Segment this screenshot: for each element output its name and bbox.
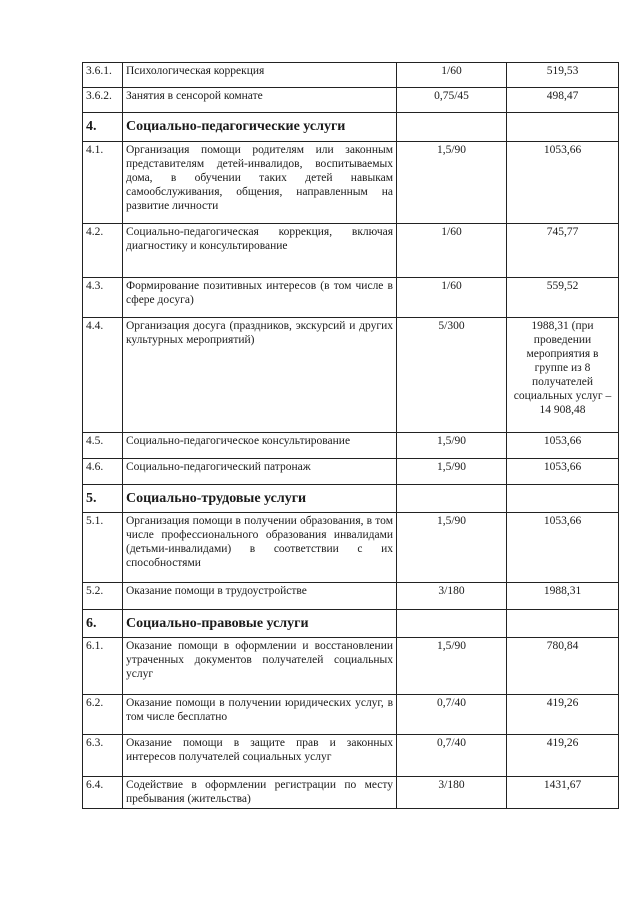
empty-cell [507, 485, 619, 513]
row-number: 3.6.1. [83, 63, 123, 88]
service-name: Организация помощи родителям или законным представителям детей-инвалидов, воспитываемых дома, в обучении таких детей навыкам самообслуживания, общения, направленным на развитие личности [123, 142, 397, 224]
table-row [83, 278, 619, 318]
service-price: 780,84 [507, 638, 619, 695]
section-number: 6. [83, 610, 123, 638]
service-price: 1053,66 [507, 142, 619, 224]
section-header-row [83, 485, 619, 513]
row-number: 5.2. [83, 583, 123, 610]
time-norm: 1,5/90 [397, 459, 507, 485]
service-name: Социально-педагогический патронаж [123, 459, 397, 485]
service-name: Формирование позитивных интересов (в том числе в сфере досуга) [123, 278, 397, 318]
table-row [83, 63, 619, 88]
time-norm: 0,7/40 [397, 695, 507, 735]
service-name: Организация помощи в получении образования, в том числе профессионального образования инвалидами (детьми-инвалидами) в соответствии с их способностями [123, 513, 397, 583]
table-row [83, 88, 619, 113]
service-name: Социально-педагогическая коррекция, включая диагностику и консультирование [123, 224, 397, 278]
service-name: Оказание помощи в получении юридических услуг, в том числе бесплатно [123, 695, 397, 735]
service-name: Содействие в оформлении регистрации по месту пребывания (жительства) [123, 777, 397, 809]
section-title: Социально-правовые услуги [123, 610, 397, 638]
table-row [83, 638, 619, 695]
service-price: 498,47 [507, 88, 619, 113]
table-row [83, 583, 619, 610]
table-row [83, 433, 619, 459]
time-norm: 0,7/40 [397, 735, 507, 777]
row-number: 4.3. [83, 278, 123, 318]
row-number: 4.6. [83, 459, 123, 485]
row-number: 6.3. [83, 735, 123, 777]
section-number: 5. [83, 485, 123, 513]
time-norm: 1,5/90 [397, 433, 507, 459]
section-title: Социально-трудовые услуги [123, 485, 397, 513]
service-price: 1431,67 [507, 777, 619, 809]
row-number: 4.4. [83, 318, 123, 433]
service-name: Оказание помощи в защите прав и законных интересов получателей социальных услуг [123, 735, 397, 777]
empty-cell [507, 610, 619, 638]
empty-cell [397, 610, 507, 638]
service-price: 1988,31 [507, 583, 619, 610]
table-row [83, 735, 619, 777]
service-price: 1053,66 [507, 459, 619, 485]
time-norm: 5/300 [397, 318, 507, 433]
section-header-row [83, 610, 619, 638]
table-row [83, 695, 619, 735]
time-norm: 1/60 [397, 63, 507, 88]
empty-cell [397, 113, 507, 142]
table-row [83, 224, 619, 278]
time-norm: 0,75/45 [397, 88, 507, 113]
service-price: 745,77 [507, 224, 619, 278]
row-number: 4.5. [83, 433, 123, 459]
service-price: 1053,66 [507, 433, 619, 459]
row-number: 5.1. [83, 513, 123, 583]
service-price: 1053,66 [507, 513, 619, 583]
service-name: Оказание помощи в оформлении и восстановлении утраченных документов получателей социальных услуг [123, 638, 397, 695]
service-name: Социально-педагогическое консультирование [123, 433, 397, 459]
table-row [83, 513, 619, 583]
service-name: Психологическая коррекция [123, 63, 397, 88]
section-number: 4. [83, 113, 123, 142]
time-norm: 1,5/90 [397, 513, 507, 583]
time-norm: 1/60 [397, 278, 507, 318]
table-row [83, 777, 619, 809]
service-price: 419,26 [507, 735, 619, 777]
table-row [83, 318, 619, 433]
row-number: 4.1. [83, 142, 123, 224]
row-number: 6.1. [83, 638, 123, 695]
row-number: 3.6.2. [83, 88, 123, 113]
time-norm: 3/180 [397, 777, 507, 809]
row-number: 6.2. [83, 695, 123, 735]
service-price: 559,52 [507, 278, 619, 318]
service-name: Оказание помощи в трудоустройстве [123, 583, 397, 610]
table-row [83, 142, 619, 224]
empty-cell [397, 485, 507, 513]
time-norm: 1,5/90 [397, 638, 507, 695]
section-title: Социально-педагогические услуги [123, 113, 397, 142]
time-norm: 1/60 [397, 224, 507, 278]
row-number: 6.4. [83, 777, 123, 809]
time-norm: 1,5/90 [397, 142, 507, 224]
service-price: 519,53 [507, 63, 619, 88]
table-row [83, 459, 619, 485]
section-header-row [83, 113, 619, 142]
service-name: Занятия в сенсорой комнате [123, 88, 397, 113]
service-price: 419,26 [507, 695, 619, 735]
row-number: 4.2. [83, 224, 123, 278]
service-price: 1988,31 (при проведении мероприятия в группе из 8 получателей социальных услуг – 14 908,48 [507, 318, 619, 433]
time-norm: 3/180 [397, 583, 507, 610]
services-table [82, 62, 619, 809]
service-name: Организация досуга (праздников, экскурсий и других культурных мероприятий) [123, 318, 397, 433]
empty-cell [507, 113, 619, 142]
